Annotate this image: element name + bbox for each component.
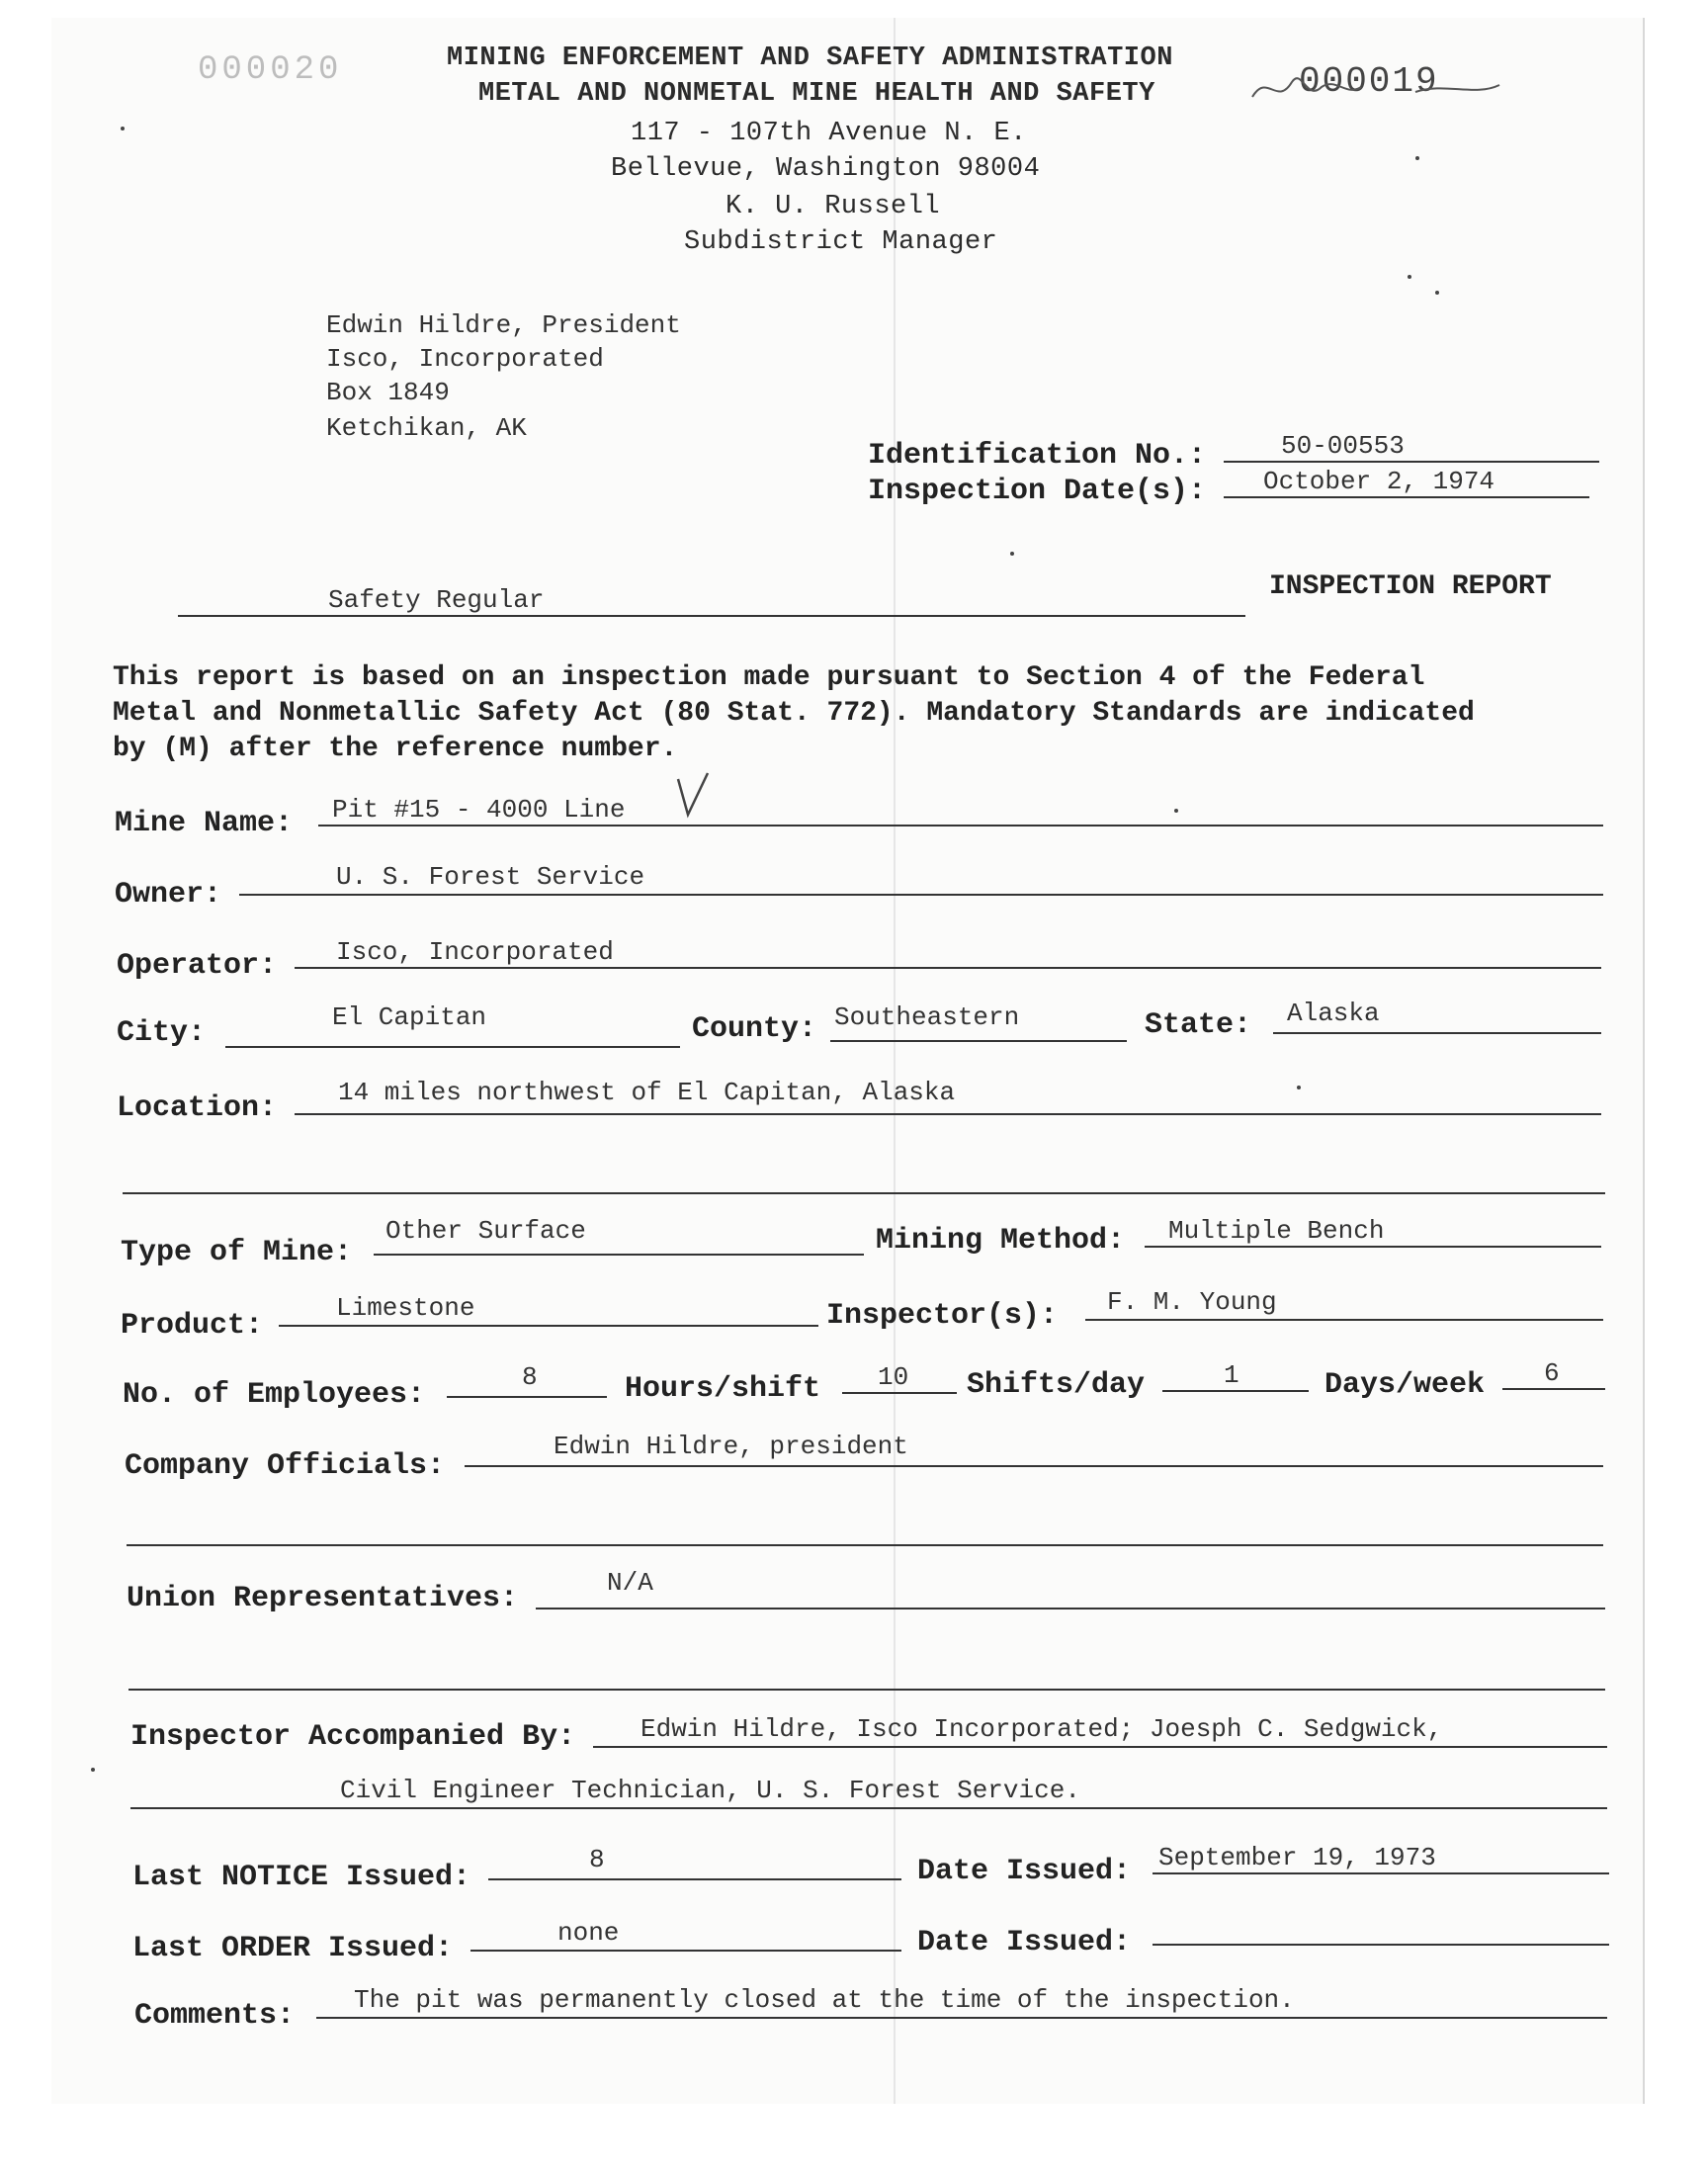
- recipient-name: Edwin Hildre, President: [326, 310, 681, 340]
- document-page: [51, 18, 1645, 2104]
- inspectors-value: F. M. Young: [1107, 1287, 1277, 1317]
- days-label: Days/week: [1324, 1368, 1486, 1402]
- recipient-company: Isco, Incorporated: [326, 344, 604, 374]
- county-value: Southeastern: [834, 1002, 1020, 1032]
- owner-label: Owner:: [115, 878, 222, 912]
- header-agency: MINING ENFORCEMENT AND SAFETY ADMINISTRATION: [447, 44, 1173, 73]
- inspection-date-label: Inspection Date(s):: [868, 475, 1207, 508]
- mining-method-value: Multiple Bench: [1168, 1216, 1385, 1246]
- union-representatives-label: Union Representatives:: [127, 1582, 519, 1615]
- accompanied-by-value-1: Edwin Hildre, Isco Incorporated; Joesph C. Sedgwick,: [640, 1714, 1443, 1744]
- mining-method-label: Mining Method:: [876, 1224, 1126, 1258]
- recipient-box: Box 1849: [326, 378, 450, 407]
- inspection-date-value: October 2, 1974: [1263, 467, 1495, 496]
- report-title: INSPECTION REPORT: [1269, 571, 1552, 602]
- employees-label: No. of Employees:: [123, 1378, 426, 1412]
- handwritten-initials-icon: [1247, 57, 1504, 117]
- header-manager-title: Subdistrict Manager: [684, 227, 998, 257]
- company-officials-label: Company Officials:: [125, 1449, 446, 1483]
- identification-value: 50-00553: [1281, 431, 1405, 461]
- stamp-number-left: 000020: [198, 51, 343, 89]
- state-label: State:: [1145, 1008, 1252, 1042]
- inspection-type: Safety Regular: [328, 585, 545, 615]
- type-of-mine-value: Other Surface: [385, 1216, 586, 1246]
- location-value: 14 miles northwest of El Capitan, Alaska: [338, 1078, 956, 1107]
- city-value: El Capitan: [332, 1002, 487, 1032]
- checkmark-icon: [674, 769, 714, 828]
- notice-date-label: Date Issued:: [917, 1855, 1132, 1888]
- recipient-city: Ketchikan, AK: [326, 413, 527, 443]
- header-division: METAL AND NONMETAL MINE HEALTH AND SAFETY: [478, 79, 1155, 109]
- accompanied-by-value-2: Civil Engineer Technician, U. S. Forest Service.: [340, 1776, 1080, 1805]
- header-city: Bellevue, Washington 98004: [611, 154, 1041, 184]
- operator-label: Operator:: [117, 949, 278, 983]
- intro-line-3: by (M) after the reference number.: [113, 734, 678, 764]
- shifts-value: 1: [1224, 1360, 1239, 1390]
- hours-label: Hours/shift: [625, 1372, 821, 1406]
- last-notice-label: Last NOTICE Issued:: [132, 1861, 471, 1894]
- accompanied-by-label: Inspector Accompanied By:: [130, 1720, 576, 1754]
- last-notice-value: 8: [589, 1845, 605, 1874]
- last-order-value: none: [557, 1918, 620, 1948]
- comments-value: The pit was permanently closed at the time of the inspection.: [354, 1985, 1295, 2015]
- mine-name-value: Pit #15 - 4000 Line: [332, 795, 626, 825]
- type-of-mine-label: Type of Mine:: [121, 1236, 353, 1269]
- notice-date-value: September 19, 1973: [1158, 1843, 1436, 1872]
- last-order-label: Last ORDER Issued:: [132, 1932, 454, 1965]
- state-value: Alaska: [1287, 999, 1380, 1028]
- product-label: Product:: [121, 1309, 264, 1343]
- mine-name-label: Mine Name:: [115, 807, 294, 840]
- order-date-label: Date Issued:: [917, 1926, 1132, 1959]
- hours-value: 10: [878, 1362, 909, 1392]
- operator-value: Isco, Incorporated: [336, 937, 614, 967]
- county-label: County:: [692, 1012, 817, 1046]
- header-manager-name: K. U. Russell: [726, 192, 941, 221]
- owner-value: U. S. Forest Service: [336, 862, 645, 892]
- days-value: 6: [1544, 1358, 1560, 1388]
- stamp-number-right: 000019: [1299, 61, 1439, 102]
- header-address: 117 - 107th Avenue N. E.: [631, 119, 1027, 148]
- product-value: Limestone: [336, 1293, 475, 1323]
- employees-value: 8: [522, 1362, 538, 1392]
- inspectors-label: Inspector(s):: [826, 1299, 1059, 1333]
- identification-label: Identification No.:: [868, 439, 1207, 473]
- intro-line-1: This report is based on an inspection made pursuant to Section 4 of the Federal: [113, 662, 1425, 693]
- company-officials-value: Edwin Hildre, president: [554, 1432, 908, 1461]
- shifts-label: Shifts/day: [967, 1368, 1146, 1402]
- city-label: City:: [117, 1016, 207, 1050]
- union-representatives-value: N/A: [607, 1568, 653, 1598]
- intro-line-2: Metal and Nonmetallic Safety Act (80 Stat. 772). Mandatory Standards are indicated: [113, 698, 1475, 729]
- location-label: Location:: [117, 1091, 278, 1125]
- comments-label: Comments:: [134, 1999, 296, 2033]
